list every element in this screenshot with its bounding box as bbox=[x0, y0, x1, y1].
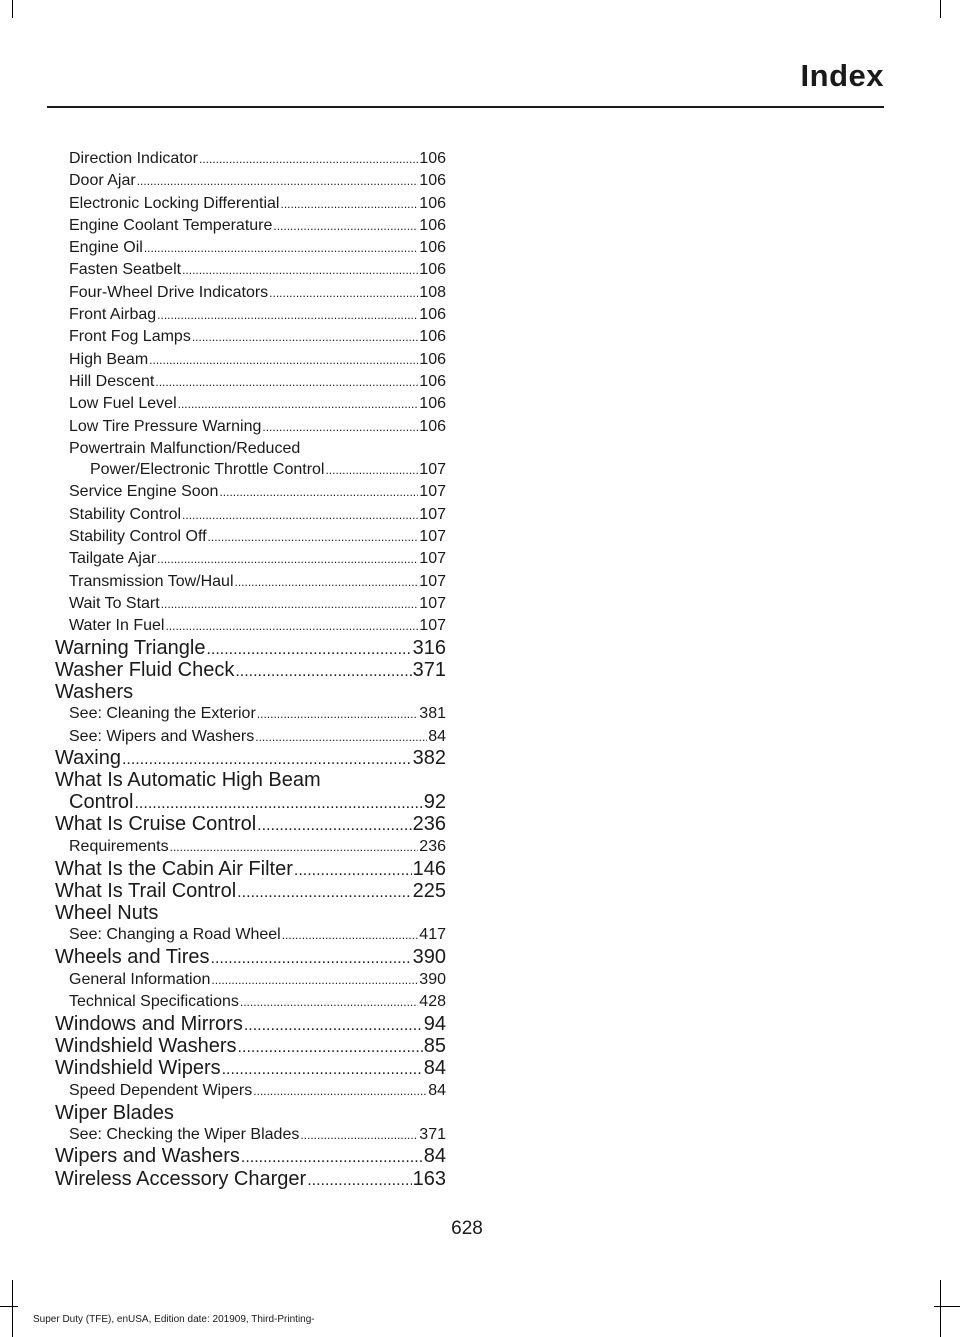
dot-leader bbox=[122, 749, 412, 770]
entry-page-number: 146 bbox=[412, 857, 446, 880]
entry-page-number: 106 bbox=[419, 328, 446, 346]
dot-leader bbox=[178, 394, 419, 415]
entry-page-number: 371 bbox=[419, 1126, 446, 1144]
entry-page-number: 106 bbox=[419, 395, 446, 413]
entry-label: Stability Control bbox=[69, 505, 182, 523]
entry-page-number: 108 bbox=[419, 283, 446, 301]
entry-page-number: 107 bbox=[419, 461, 446, 479]
dot-leader bbox=[241, 1147, 423, 1168]
entry-label: High Beam bbox=[69, 350, 149, 368]
index-sub-entry bbox=[55, 504, 446, 526]
entry-page-number: 106 bbox=[419, 417, 446, 435]
entry-page-number: 107 bbox=[419, 528, 446, 546]
index-sub-entry bbox=[55, 237, 446, 259]
dot-leader bbox=[300, 1125, 418, 1146]
entry-label: Windows and Mirrors bbox=[55, 1012, 243, 1035]
page-title: Index bbox=[800, 58, 884, 93]
entry-page-number: 106 bbox=[419, 194, 446, 212]
dot-leader bbox=[222, 1059, 423, 1080]
entry-label: Front Airbag bbox=[69, 306, 157, 324]
entry-label: Waxing bbox=[55, 747, 121, 770]
dot-leader bbox=[238, 1037, 423, 1058]
entry-page-number: 428 bbox=[419, 993, 446, 1011]
index-sub-entry bbox=[55, 548, 446, 570]
entry-page-number: 107 bbox=[419, 483, 446, 501]
entry-page-number: 106 bbox=[419, 372, 446, 390]
index-sub-entry bbox=[55, 615, 446, 637]
entry-page-number: 107 bbox=[419, 617, 446, 635]
index-main-entry bbox=[55, 1146, 446, 1168]
index-sub-entry bbox=[55, 593, 446, 615]
index-sub-entry bbox=[55, 969, 446, 991]
entry-page-number: 163 bbox=[412, 1167, 446, 1190]
dot-leader bbox=[237, 882, 411, 903]
entry-page-number: 106 bbox=[419, 261, 446, 279]
entry-page-number: 107 bbox=[419, 594, 446, 612]
index-sub-entry bbox=[55, 1080, 446, 1102]
crop-mark-top-left bbox=[12, 0, 13, 18]
entry-page-number: 390 bbox=[419, 970, 446, 988]
index-sub-entry bbox=[55, 170, 446, 192]
dot-leader bbox=[235, 572, 419, 593]
dot-leader bbox=[219, 482, 418, 503]
entry-page-number: 106 bbox=[419, 239, 446, 257]
dot-leader bbox=[211, 948, 412, 969]
index-main-entry bbox=[55, 770, 446, 791]
entry-label: Engine Oil bbox=[69, 239, 143, 257]
index-sub-entry bbox=[55, 571, 446, 593]
index-main-entry bbox=[55, 903, 446, 924]
crop-mark-bottom-left-v bbox=[12, 1280, 13, 1337]
entry-label: Wiper Blades bbox=[55, 1101, 174, 1124]
entry-label: What Is Cruise Control bbox=[55, 812, 257, 835]
index-main-entry bbox=[55, 792, 446, 814]
entry-label: Low Tire Pressure Warning bbox=[69, 417, 262, 435]
entry-label: Control bbox=[69, 790, 134, 813]
index-main-entry bbox=[55, 1058, 446, 1080]
entry-label: Wheel Nuts bbox=[55, 902, 159, 925]
entry-label: Wheels and Tires bbox=[55, 945, 210, 968]
dot-leader bbox=[144, 238, 418, 259]
entry-page-number: 390 bbox=[412, 945, 446, 968]
dot-leader bbox=[273, 216, 418, 237]
dot-leader bbox=[199, 149, 418, 170]
entry-page-number: 316 bbox=[412, 636, 446, 659]
entry-label: Windshield Washers bbox=[55, 1034, 237, 1057]
entry-page-number: 94 bbox=[423, 1012, 446, 1035]
dot-leader bbox=[206, 639, 411, 660]
index-sub-entry bbox=[55, 991, 446, 1013]
index-sub-entry bbox=[55, 924, 446, 946]
entry-label: Wait To Start bbox=[69, 594, 160, 612]
entry-page-number: 85 bbox=[423, 1034, 446, 1057]
entry-page-number: 106 bbox=[419, 306, 446, 324]
dot-leader bbox=[170, 837, 419, 858]
dot-leader bbox=[134, 793, 422, 814]
entry-label: Electronic Locking Differential bbox=[69, 194, 280, 212]
entry-page-number: 84 bbox=[428, 1082, 446, 1100]
dot-leader bbox=[325, 460, 418, 481]
index-main-entry bbox=[55, 1169, 446, 1191]
entry-page-number: 417 bbox=[419, 926, 446, 944]
entry-label: Power/Electronic Throttle Control bbox=[90, 461, 325, 479]
entry-label: Warning Triangle bbox=[55, 636, 206, 659]
index-sub-entry bbox=[55, 304, 446, 326]
entry-label: Low Fuel Level bbox=[69, 395, 177, 413]
dot-leader bbox=[155, 372, 418, 393]
dot-leader bbox=[282, 925, 419, 946]
entry-label: What Is Trail Control bbox=[55, 879, 237, 902]
index-main-entry bbox=[55, 748, 446, 770]
dot-leader bbox=[307, 1170, 411, 1191]
entry-label: Washers bbox=[55, 681, 134, 704]
entry-label: Hill Descent bbox=[69, 372, 155, 390]
crop-mark-top-right bbox=[940, 0, 941, 18]
index-sub-entry bbox=[55, 282, 446, 304]
dot-leader bbox=[161, 594, 419, 615]
crop-mark-bottom-right-h bbox=[934, 1306, 960, 1307]
entry-label: Front Fog Lamps bbox=[69, 328, 191, 346]
dot-leader bbox=[269, 283, 418, 304]
crop-mark-bottom-right-v bbox=[940, 1280, 941, 1337]
dot-leader bbox=[257, 704, 419, 725]
entry-label: See: Checking the Wiper Blades bbox=[69, 1126, 300, 1144]
dot-leader bbox=[255, 727, 427, 748]
entry-page-number: 106 bbox=[419, 350, 446, 368]
entry-label: Tailgate Ajar bbox=[69, 550, 157, 568]
dot-leader bbox=[211, 970, 418, 991]
entry-label: What Is the Cabin Air Filter bbox=[55, 857, 293, 880]
dot-leader bbox=[257, 815, 411, 836]
index-main-entry bbox=[55, 947, 446, 969]
dot-leader bbox=[192, 327, 418, 348]
entry-page-number: 107 bbox=[419, 505, 446, 523]
index-main-entry bbox=[55, 1103, 446, 1124]
dot-leader bbox=[182, 505, 418, 526]
entry-label: Engine Coolant Temperature bbox=[69, 216, 273, 234]
entry-label: Wipers and Washers bbox=[55, 1145, 240, 1168]
index-main-entry bbox=[55, 814, 446, 836]
entry-label: Windshield Wipers bbox=[55, 1057, 221, 1080]
index-sub-entry bbox=[55, 526, 446, 548]
footer-edition-text: Super Duty (TFE), enUSA, Edition date: 201909, Third-Printing- bbox=[33, 1314, 315, 1325]
index-main-entry bbox=[55, 1036, 446, 1058]
index-sub-entry bbox=[55, 836, 446, 858]
index-main-entry bbox=[55, 881, 446, 903]
index-sub-entry bbox=[55, 349, 446, 371]
title-divider bbox=[47, 106, 884, 108]
index-main-entry bbox=[55, 1014, 446, 1036]
entry-page-number: 92 bbox=[423, 790, 446, 813]
entry-label: Water In Fuel bbox=[69, 617, 165, 635]
entry-label: Door Ajar bbox=[69, 172, 136, 190]
entry-label: Powertrain Malfunction/Reduced bbox=[69, 439, 301, 457]
dot-leader bbox=[137, 171, 419, 192]
dot-leader bbox=[240, 992, 418, 1013]
index-sub-entry bbox=[55, 326, 446, 348]
dot-leader bbox=[149, 350, 418, 371]
index-sub-entry bbox=[55, 459, 446, 481]
entry-page-number: 107 bbox=[419, 572, 446, 590]
entry-label: See: Cleaning the Exterior bbox=[69, 705, 256, 723]
entry-page-number: 84 bbox=[428, 727, 446, 745]
index-sub-entry bbox=[55, 371, 446, 393]
index-sub-entry bbox=[55, 726, 446, 748]
dot-leader bbox=[253, 1081, 427, 1102]
entry-page-number: 84 bbox=[423, 1057, 446, 1080]
dot-leader bbox=[244, 1015, 423, 1036]
index-main-entry bbox=[55, 682, 446, 703]
entry-page-number: 236 bbox=[419, 838, 446, 856]
dot-leader bbox=[157, 549, 418, 570]
entry-label: See: Changing a Road Wheel bbox=[69, 926, 281, 944]
dot-leader bbox=[208, 527, 419, 548]
entry-label: General Information bbox=[69, 970, 211, 988]
entry-page-number: 225 bbox=[412, 879, 446, 902]
index-sub-entry bbox=[55, 1124, 446, 1146]
dot-leader bbox=[235, 661, 411, 682]
entry-label: Washer Fluid Check bbox=[55, 658, 235, 681]
index-main-entry bbox=[55, 638, 446, 660]
dot-leader bbox=[262, 417, 418, 438]
entry-label: Stability Control Off bbox=[69, 528, 207, 546]
dot-leader bbox=[157, 305, 418, 326]
page-number: 628 bbox=[451, 1218, 483, 1239]
index-sub-entry bbox=[55, 703, 446, 725]
entry-label: Wireless Accessory Charger bbox=[55, 1167, 307, 1190]
entry-label: Four-Wheel Drive Indicators bbox=[69, 283, 269, 301]
entry-label: Speed Dependent Wipers bbox=[69, 1082, 253, 1100]
entry-page-number: 84 bbox=[423, 1145, 446, 1168]
entry-label: Transmission Tow/Haul bbox=[69, 572, 234, 590]
entry-label: See: Wipers and Washers bbox=[69, 727, 255, 745]
entry-page-number: 382 bbox=[412, 747, 446, 770]
entry-page-number: 381 bbox=[419, 705, 446, 723]
entry-label: Requirements bbox=[69, 838, 169, 856]
index-sub-entry bbox=[55, 481, 446, 503]
index-sub-entry bbox=[55, 259, 446, 281]
dot-leader bbox=[294, 860, 412, 881]
index-sub-entry bbox=[55, 193, 446, 215]
entry-label: Fasten Seatbelt bbox=[69, 261, 182, 279]
entry-page-number: 107 bbox=[419, 550, 446, 568]
entry-label: Technical Specifications bbox=[69, 993, 239, 1011]
index-sub-entry bbox=[55, 215, 446, 237]
index-main-entry bbox=[55, 660, 446, 682]
entry-label: What Is Automatic High Beam bbox=[55, 769, 321, 792]
dot-leader bbox=[280, 194, 418, 215]
entry-page-number: 106 bbox=[419, 216, 446, 234]
index-main-entry bbox=[55, 859, 446, 881]
dot-leader bbox=[182, 260, 418, 281]
entry-label: Direction Indicator bbox=[69, 150, 198, 167]
index-sub-entry bbox=[55, 393, 446, 415]
entry-page-number: 106 bbox=[419, 172, 446, 190]
index-sub-entry bbox=[55, 438, 446, 459]
crop-mark-bottom-left-h bbox=[0, 1306, 18, 1307]
dot-leader bbox=[165, 616, 418, 637]
index-sub-entry bbox=[55, 148, 446, 170]
entry-label: Service Engine Soon bbox=[69, 483, 219, 501]
entry-page-number: 106 bbox=[419, 150, 446, 167]
entry-page-number: 236 bbox=[412, 812, 446, 835]
index-sub-entry bbox=[55, 416, 446, 438]
index-list bbox=[55, 148, 446, 1191]
entry-page-number: 371 bbox=[412, 658, 446, 681]
